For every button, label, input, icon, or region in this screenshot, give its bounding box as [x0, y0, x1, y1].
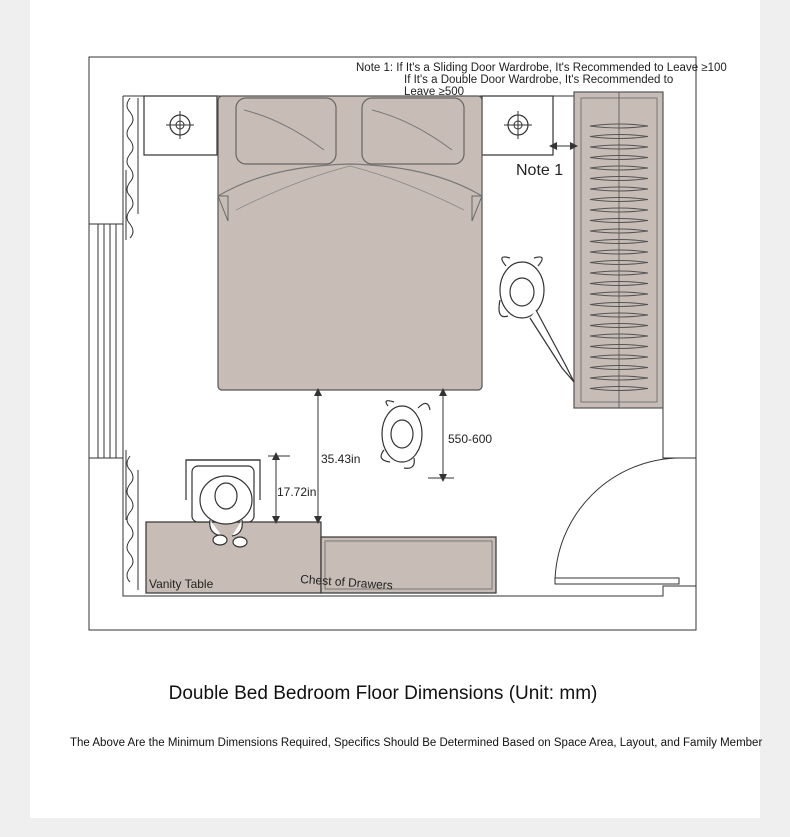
wardrobe	[574, 92, 663, 408]
dim-bed-to-drawers-label: 35.43in	[321, 452, 361, 466]
double-bed	[218, 96, 482, 390]
dim-chair-label: 17.72in	[277, 485, 317, 499]
room-door	[555, 458, 680, 584]
chest-of-drawers-label: Chest of Drawers	[299, 572, 394, 593]
dim-walkway-label: 550-600	[448, 432, 493, 446]
walking-person-icon	[381, 401, 430, 469]
window	[98, 224, 116, 458]
page-subtitle: The Above Are the Minimum Dimensions Required, Specifics Should Be Determined Based on Space Area, Layout, and Family Member	[70, 737, 763, 749]
note-marker: Note 1	[516, 162, 564, 179]
note-line-1: Note 1: If It's a Sliding Door Wardrobe, It's Recommended to Leave ≥100	[356, 62, 727, 74]
person-opening-wardrobe-icon	[499, 257, 574, 382]
curtain-bottom	[126, 450, 138, 590]
page-title: Double Bed Bedroom Floor Dimensions (Unit: mm)	[168, 683, 598, 704]
nightstand-right	[482, 96, 553, 155]
curtain-top	[126, 98, 138, 240]
nightstand-left	[144, 96, 217, 155]
note-line-2: If It's a Double Door Wardrobe, It's Recommended to	[404, 74, 674, 86]
note-line-3: Leave ≥500	[404, 86, 465, 98]
vanity-table-label: Vanity Table	[149, 577, 214, 591]
